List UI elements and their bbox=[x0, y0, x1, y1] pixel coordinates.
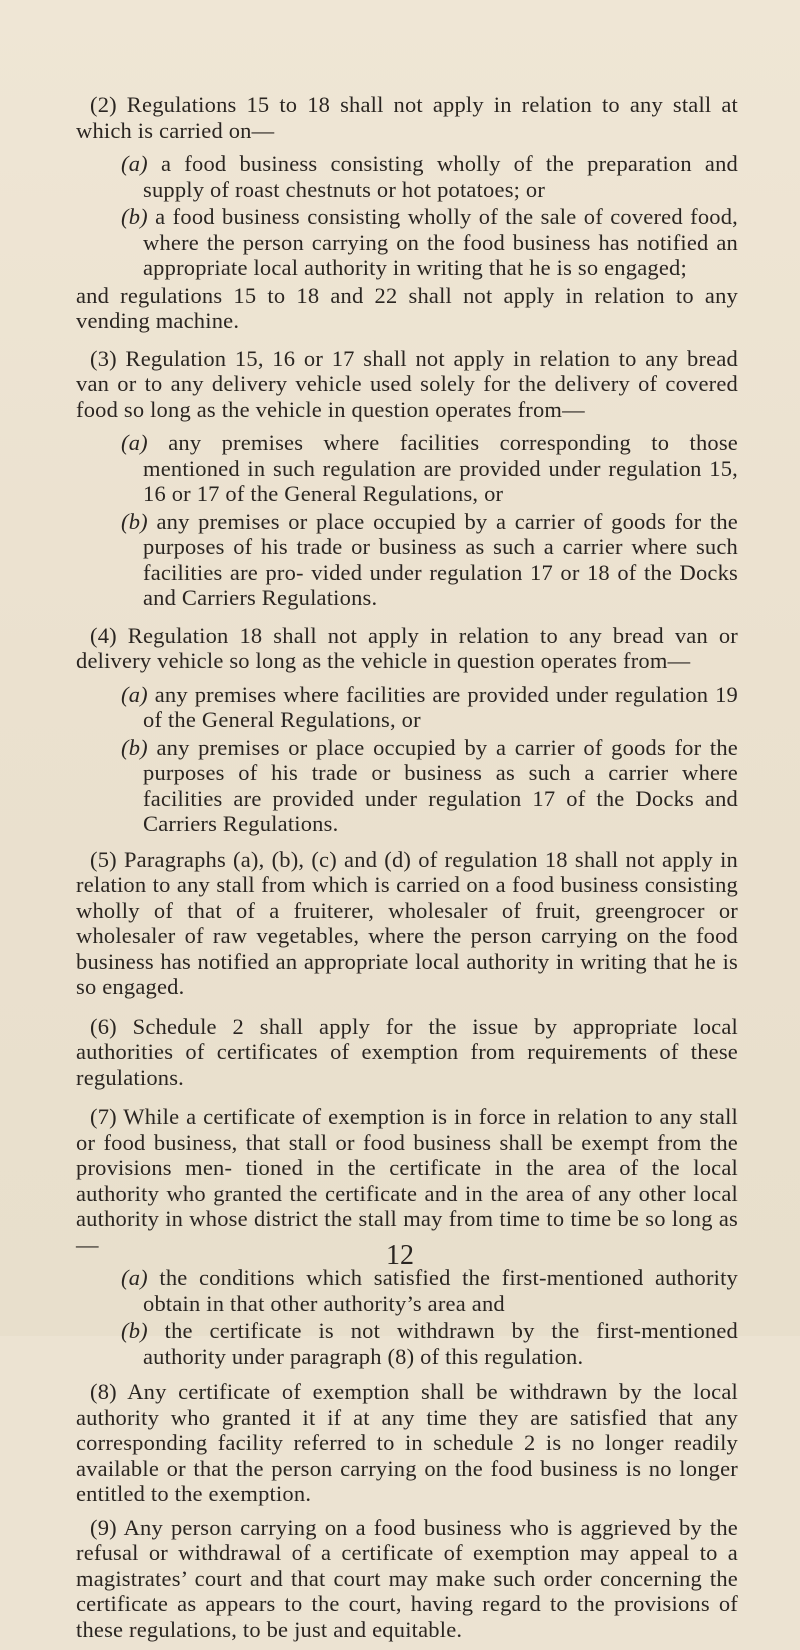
paragraph-4-intro: (4) Regulation 18 shall not apply in relation to any bread van or delivery vehicle so long as the vehicle in question operates from— bbox=[76, 622, 738, 673]
paragraph-9: (9) Any person carrying on a food business who is aggrieved by the refusal or withdrawal of a certificate of exemption may appeal to a magistrates’ court and that court may make such order concerning the certificate as appears to the court, having regard to the provisions of these regulations, to be just and equitable. bbox=[76, 1514, 738, 1642]
item-label: (a) bbox=[121, 681, 148, 707]
paragraph-7-intro: (7) While a certificate of exemption is in force in relation to any stall or food business, that stall or food business shall be exempt from the provisions men- tioned in the certificate in the area of the local authority who granted the certificate and in the area of any other local authority in whose district the stall may from time to time be so long as— bbox=[76, 1104, 738, 1257]
item-label: (b) bbox=[121, 508, 148, 534]
paragraph-8: (8) Any certificate of exemption shall be withdrawn by the local authority who granted it if at any time they are satisfied that any corresponding facility referred to in schedule 2 is no longer readily available or that the person carrying on the food business is no longer entitled to the exemption. bbox=[76, 1379, 738, 1506]
paragraph-6: (6) Schedule 2 shall apply for the issue by appropriate local authorities of certificates of exemption from requirements of these regulations. bbox=[76, 1013, 738, 1090]
item-text: the conditions which satisfied the first-mentioned authority obtain in that other authority’s area and bbox=[143, 1265, 738, 1316]
paragraph-5: (5) Paragraphs (a), (b), (c) and (d) of regulation 18 shall not apply in relation to any stall from which is carried on a food business consisting wholly of that of a fruiterer, wholesaler of fruit, greengrocer or wholesaler of raw vegetables, where the person carrying on the food business has notified an appropriate local authority in writing that he is so engaged. bbox=[76, 846, 738, 999]
paragraph-4-item-a bbox=[121, 681, 738, 733]
item-text: any premises or place occupied by a carrier of goods for the purposes of his trade or business as such a carrier where such facilities are pro- vided under regulation 17 or 18 of the Docks and Carriers Regulations. bbox=[143, 508, 738, 610]
paragraph-3-item-b bbox=[121, 508, 738, 611]
paragraph-7-item-b bbox=[121, 1318, 738, 1369]
item-text: the certificate is not withdrawn by the first-mentioned authority under paragraph (8) of this regulation. bbox=[143, 1318, 738, 1369]
paragraph-3-intro: (3) Regulation 15, 16 or 17 shall not apply in relation to any bread van or to any delivery vehicle used solely for the delivery of covered food so long as the vehicle in question operates from— bbox=[76, 345, 738, 422]
paragraph-2-item-a bbox=[121, 151, 739, 202]
paragraph-3-item-a bbox=[121, 430, 738, 507]
item-label: (b) bbox=[121, 204, 148, 229]
item-text: any premises where facilities are provided under regulation 19 of the General Regulations, or bbox=[143, 681, 738, 732]
paragraph-2-tail: and regulations 15 to 18 and 22 shall not apply in relation to any vending machine. bbox=[76, 282, 738, 333]
paragraph-7-item-a bbox=[121, 1265, 738, 1316]
regulation-text-body bbox=[76, 92, 738, 1650]
page-number: 12 bbox=[386, 1240, 414, 1271]
item-label: (a) bbox=[121, 151, 148, 176]
item-label: (a) bbox=[121, 1265, 148, 1290]
item-text: any premises or place occupied by a carrier of goods for the purposes of his trade or business as such a carrier where facilities are provided under regulation 17 of the Docks and Carriers Regulations. bbox=[143, 734, 738, 836]
item-label: (b) bbox=[121, 1318, 148, 1343]
item-text: any premises where facilities corresponding to those mentioned in such regulation are provided under regulation 15, 16 or 17 of the General Regulations, or bbox=[143, 430, 738, 506]
paragraph-2-item-b bbox=[121, 204, 738, 281]
item-label: (a) bbox=[121, 430, 148, 455]
item-text: a food business consisting wholly of the sale of covered food, where the person carrying on the food business has notified an appropriate local authority in writing that he is so engaged; bbox=[143, 204, 738, 280]
item-label: (b) bbox=[121, 734, 148, 760]
item-text: a food business consisting wholly of the preparation and supply of roast chestnuts or hot potatoes; or bbox=[143, 151, 739, 202]
paragraph-4-item-b bbox=[121, 734, 738, 837]
paragraph-2-intro: (2) Regulations 15 to 18 shall not apply in relation to any stall at which is carried on— bbox=[76, 92, 738, 143]
